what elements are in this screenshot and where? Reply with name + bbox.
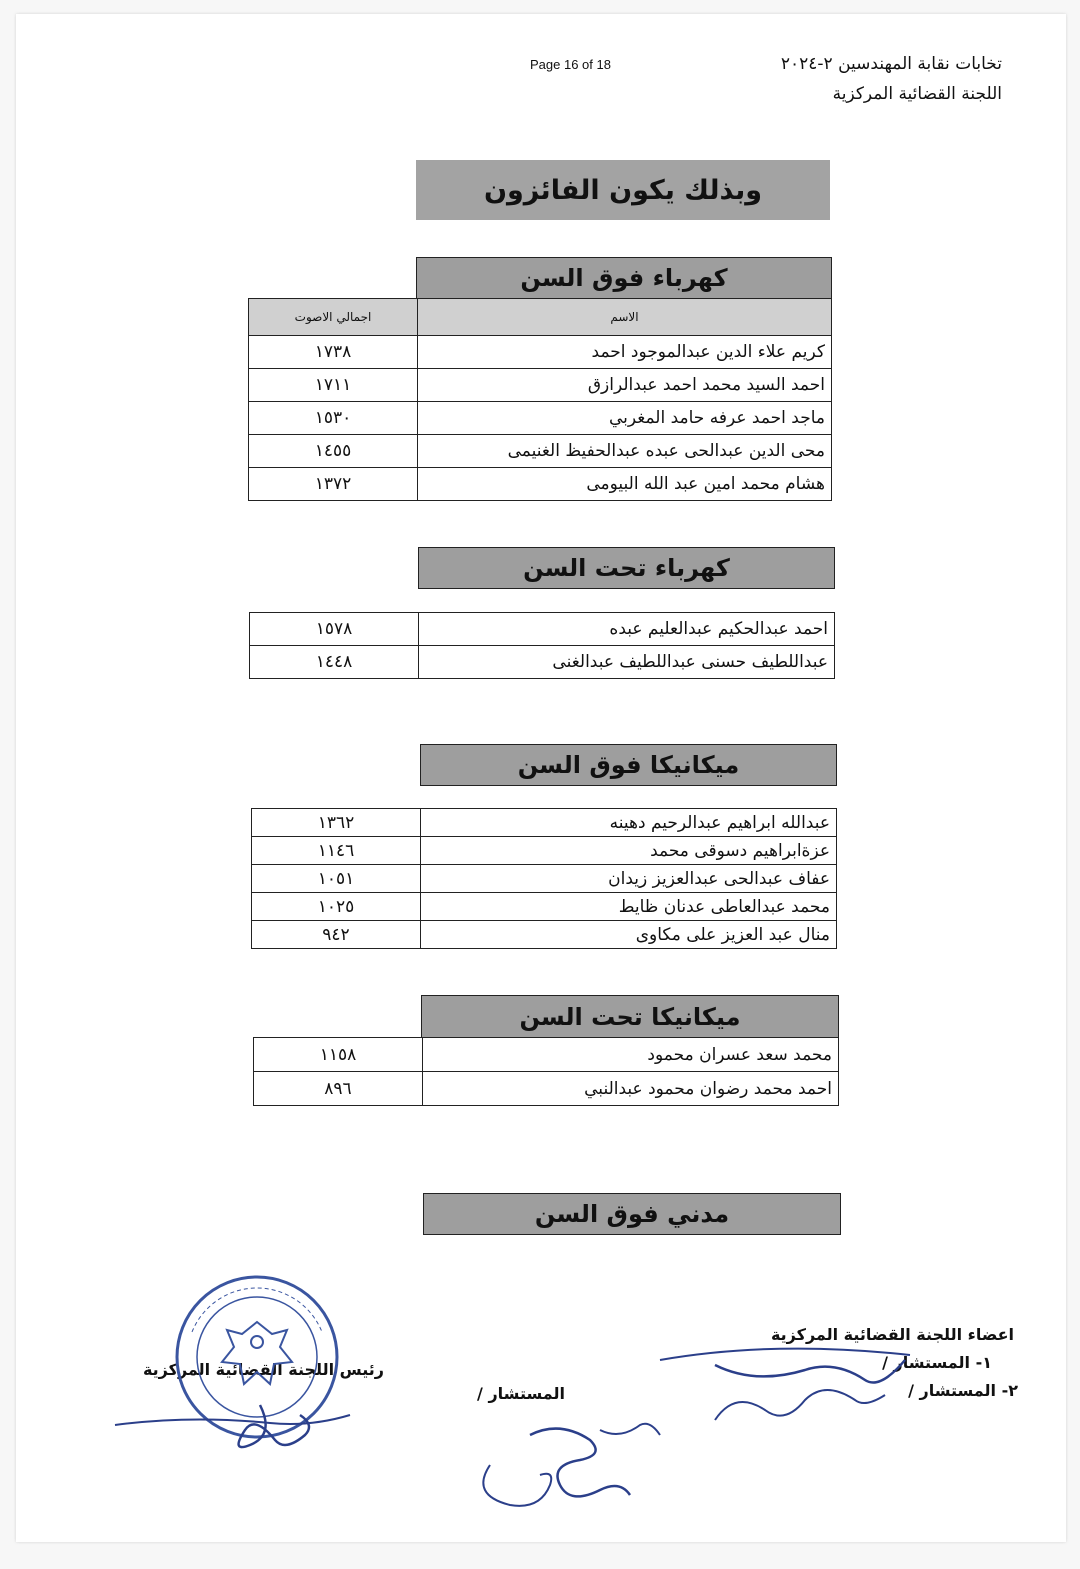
candidate-name: محى الدين عبدالحى عبده عبدالحفيظ الغنيمى [418,435,832,468]
section-title-banner [423,1193,841,1235]
candidate-votes: ١٤٤٨ [250,646,419,679]
candidate-votes: ١٧٣٨ [249,336,418,369]
candidate-votes: ١٣٧٢ [249,468,418,501]
candidate-name: محمد سعد عسران محمود [423,1038,839,1072]
member-1-label: ١- المستشار / [882,1353,992,1372]
table-row [249,336,832,369]
candidate-votes: ١٠٢٥ [252,893,421,921]
candidate-name: محمد عبدالعاطى عدنان ظايط [421,893,837,921]
section-title-banner [418,547,835,589]
table-row [249,468,832,501]
results-table [248,298,832,501]
votes-column-header: اجمالي الاصوت [249,299,418,336]
section-title: ميكانيكا تحت السن [519,1002,741,1031]
table-row [250,613,835,646]
table-row [254,1072,839,1106]
candidate-votes: ١٠٥١ [252,865,421,893]
table-row [252,809,837,837]
results-table [253,1037,839,1106]
candidate-votes: ١٧١١ [249,369,418,402]
section-title: ميكانيكا فوق السن [517,751,740,779]
candidate-votes: ١١٤٦ [252,837,421,865]
chairman-signature-icon [110,1385,370,1475]
election-title: تخابات نقابة المهندسين ٢-٢٠٢٤ [780,54,1002,74]
candidate-name: عفاف عبدالحى عبدالعزيز زيدان [421,865,837,893]
results-table [249,612,835,679]
table-row [249,369,832,402]
candidate-name: احمد محمد رضوان محمود عبدالنبي [423,1072,839,1106]
table-row [252,893,837,921]
table-row [252,865,837,893]
table-row [249,402,832,435]
member-2-label: ٢- المستشار / [908,1381,1018,1400]
candidate-name: هشام محمد امين عبد الله البيومى [418,468,832,501]
candidate-votes: ١١٥٨ [254,1038,423,1072]
main-title-banner [416,160,830,220]
section-title-banner [421,995,839,1038]
candidate-votes: ١٥٣٠ [249,402,418,435]
table-row [252,921,837,949]
section-title: كهرباء فوق السن [520,264,728,292]
counselor-label: المستشار / [477,1384,565,1403]
counselor-signature-icon [470,1415,670,1515]
section-title: كهرباء تحت السن [523,554,730,582]
main-title: وبذلك يكون الفائزون [483,174,763,206]
candidate-name: احمد عبدالحكيم عبدالعليم عبده [419,613,835,646]
members-title: اعضاء اللجنة القضائية المركزية [770,1325,1014,1344]
section-title: مدني فوق السن [534,1200,730,1228]
table-row [254,1038,839,1072]
name-column-header: الاسم [418,299,832,336]
table-row [250,646,835,679]
page-indicator: Page 16 of 18 [530,57,611,72]
committee-name: اللجنة القضائية المركزية [832,84,1002,104]
candidate-name: كريم علاء الدين عبدالموجود احمد [418,336,832,369]
candidate-votes: ١٣٦٢ [252,809,421,837]
member-signature-icon [655,1325,925,1425]
candidate-name: احمد السيد محمد احمد عبدالرازق [418,369,832,402]
candidate-name: عزةابراهيم دسوقى محمد [421,837,837,865]
results-table [251,808,837,949]
candidate-name: ماجد احمد عرفه حامد المغربي [418,402,832,435]
section-title-banner [416,257,832,299]
table-header-row [249,299,832,336]
candidate-votes: ١٤٥٥ [249,435,418,468]
table-row [252,837,837,865]
candidate-name: عبدالله ابراهيم عبدالرحيم دهينه [421,809,837,837]
candidate-votes: ٩٤٢ [252,921,421,949]
chairman-label: رئيس اللجنة القضائية المركزية [142,1360,384,1379]
candidate-name: منال عبد العزيز على مكاوى [421,921,837,949]
table-row [249,435,832,468]
candidate-votes: ١٥٧٨ [250,613,419,646]
section-title-banner [420,744,837,786]
candidate-name: عبداللطيف حسنى عبداللطيف عبدالغنى [419,646,835,679]
candidate-votes: ٨٩٦ [254,1072,423,1106]
